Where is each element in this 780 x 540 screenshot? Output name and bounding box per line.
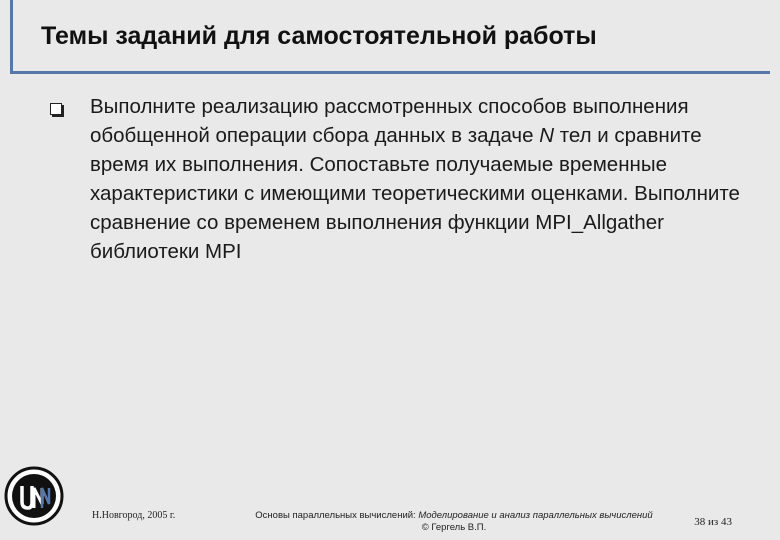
bullet-text — [90, 92, 750, 266]
bullet-text-part1: Выполните реализацию рассмотренных способов выполнения обобщенной операции сбора данных в задаче — [90, 95, 689, 147]
footer-author: © Гергель В.П. — [421, 522, 487, 533]
footer-course-prefix: Основы параллельных вычислений: — [255, 510, 419, 521]
title-frame — [10, 0, 770, 74]
footer-course-title: Моделирование и анализ параллельных вычислений — [418, 510, 653, 521]
footer — [0, 510, 780, 540]
square-bullet-icon — [50, 103, 62, 115]
slide-title: Темы заданий для самостоятельной работы — [41, 22, 597, 50]
footer-city-year: Н.Новгород, 2005 г. — [92, 510, 176, 521]
bullet-text-part2: тел и сравните время их выполнения. Сопоставьте получаемые временные характеристики с имеющими теоретическими оценками. Выполните сравнение со временем выполнения функции MPI_Allgather библиотеки MPI — [90, 124, 740, 263]
page-number: 38 из 43 — [694, 516, 732, 528]
bullet-text-italic: N — [539, 124, 555, 147]
footer-course — [254, 510, 654, 534]
